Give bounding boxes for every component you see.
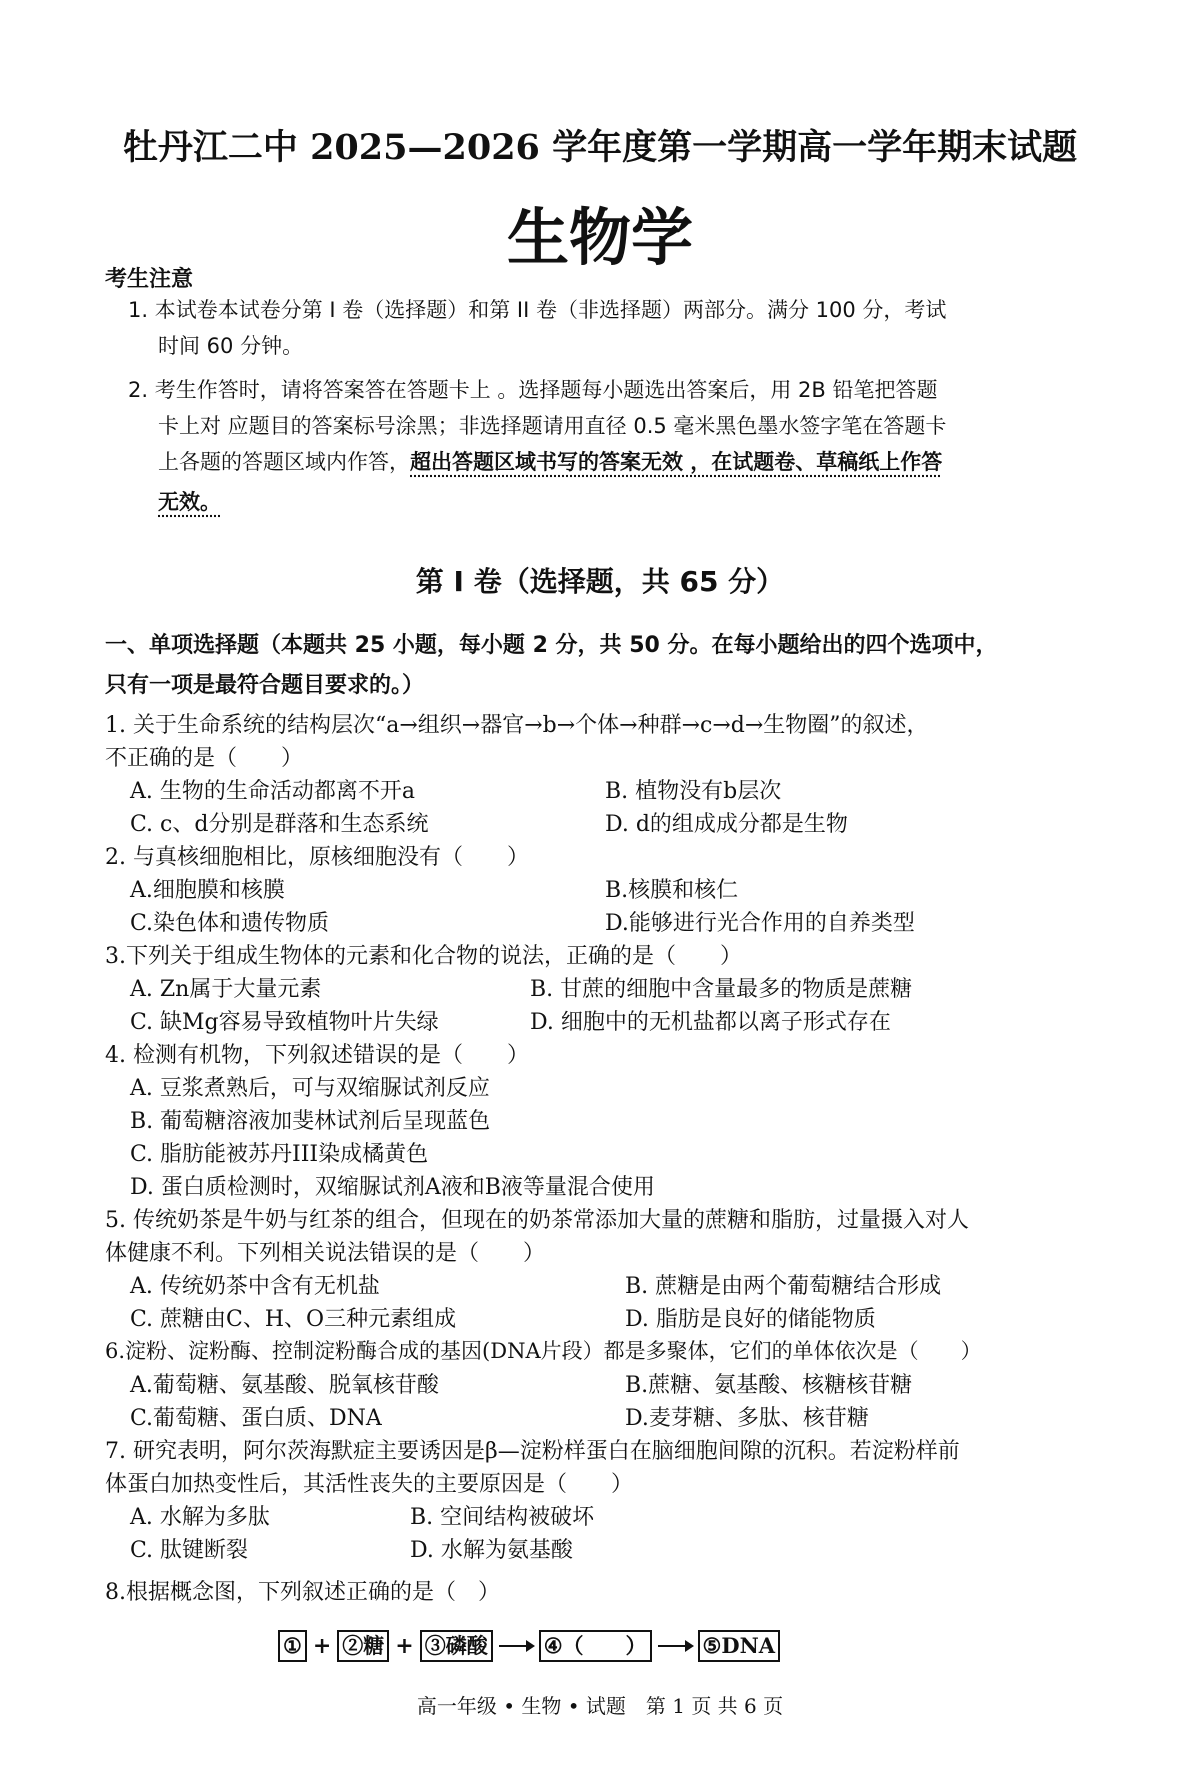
subject-title: 生物学 — [506, 201, 693, 274]
question-7-stem-line-1: 7. 研究表明，阿尔茨海默症主要诱因是β—淀粉样蛋白在脑细胞间隙的沉积。若淀粉样前 — [105, 1439, 960, 1464]
question-7-stem-line-2: 体蛋白加热变性后，其活性丧失的主要原因是（ ） — [105, 1472, 634, 1497]
question-4-option-d: D. 蛋白质检测时，双缩脲试剂A液和B液等量混合使用 — [130, 1175, 655, 1200]
question-5-stem-line-2: 体健康不利。下列相关说法错误的是（ ） — [105, 1241, 546, 1266]
concept-arrow-1 — [499, 1645, 533, 1647]
question-3-option-c: C. 缺Mg容易导致植物叶片失绿 — [130, 1010, 439, 1035]
concept-box-5: ⑤DNA — [698, 1630, 781, 1662]
notice-item-2-plain: 上各题的答题区域内作答， — [158, 450, 410, 474]
notice-heading: 考生注意 — [105, 267, 194, 292]
notice-item-2-line-1: 2. 考生作答时，请将答案答在答题卡上 。选择题每小题选出答案后，用 2B 铅笔把答题 — [128, 378, 938, 402]
question-1-option-c: C. c、d分别是群落和生态系统 — [130, 812, 429, 837]
question-5-option-d: D. 脂肪是良好的储能物质 — [625, 1307, 876, 1332]
question-5-option-a: A. 传统奶茶中含有无机盐 — [130, 1274, 380, 1299]
question-2-option-b: B.核膜和核仁 — [605, 878, 739, 903]
question-2-stem: 2. 与真核细胞相比，原核细胞没有（ ） — [105, 845, 529, 870]
question-1-stem-line-2: 不正确的是（ ） — [105, 746, 304, 771]
question-4-option-b: B. 葡萄糖溶液加斐林试剂后呈现蓝色 — [130, 1109, 491, 1134]
volume-title: 第 I 卷（选择题，共 65 分） — [415, 565, 785, 598]
section-heading-line-2: 只有一项是最符合题目要求的。） — [105, 673, 425, 698]
question-6-stem: 6.淀粉、淀粉酶、控制淀粉酶合成的基因(DNA片段）都是多聚体，它们的单体依次是（ ） — [105, 1339, 982, 1363]
question-1-option-b: B. 植物没有b层次 — [605, 779, 782, 804]
question-8-stem: 8.根据概念图，下列叙述正确的是（ ） — [105, 1580, 500, 1605]
question-3-stem: 3.下列关于组成生物体的元素和化合物的说法，正确的是（ ） — [105, 944, 742, 969]
question-2-option-d: D.能够进行光合作用的自养类型 — [605, 911, 915, 936]
concept-arrow-2 — [658, 1645, 692, 1647]
notice-item-2-line-2: 卡上对 应题目的答案标号涂黑；非选择题请用直径 0.5 毫米黑色墨水签字笔在答题卡 — [158, 414, 947, 438]
notice-item-2-line-3 — [158, 444, 942, 480]
exam-title: 牡丹江二中 2025—2026 学年度第一学期高一学年期末试题 — [122, 127, 1078, 168]
concept-box-1: ① — [278, 1630, 307, 1662]
question-2-option-c: C.染色体和遗传物质 — [130, 911, 330, 936]
page-footer: 高一年级 • 生物 • 试题 第 1 页 共 6 页 — [416, 1694, 784, 1718]
concept-box-4: ④（ ） — [539, 1630, 652, 1662]
concept-map — [278, 1630, 780, 1662]
question-2-option-a: A.细胞膜和核膜 — [130, 878, 285, 903]
section-heading-line-1: 一、单项选择题（本题共 25 小题，每小题 2 分，共 50 分。在每小题给出的四个选项中， — [105, 633, 998, 658]
question-3-option-d: D. 细胞中的无机盐都以离子形式存在 — [530, 1010, 891, 1035]
question-6-option-a: A.葡萄糖、氨基酸、脱氧核苷酸 — [130, 1373, 439, 1398]
question-5-stem-line-1: 5. 传统奶茶是牛奶与红茶的组合，但现在的奶茶常添加大量的蔗糖和脂肪，过量摄入对人 — [105, 1208, 969, 1233]
question-5-option-b: B. 蔗糖是由两个葡萄糖结合形成 — [625, 1274, 942, 1299]
notice-item-2-emphasis: 超出答题区域书写的答案无效 ，在试题卷、草稿纸上作答 — [410, 450, 943, 474]
concept-plus-2: + — [395, 1633, 414, 1659]
question-3-option-b: B. 甘蔗的细胞中含量最多的物质是蔗糖 — [530, 977, 913, 1002]
question-4-option-a: A. 豆浆煮熟后，可与双缩脲试剂反应 — [130, 1076, 490, 1101]
question-7-option-c: C. 肽键断裂 — [130, 1538, 249, 1563]
question-7-option-b: B. 空间结构被破坏 — [410, 1505, 595, 1530]
notice-item-2-line-4: 无效。 — [158, 490, 221, 514]
notice-item-1-line-1: 1. 本试卷本试卷分第 I 卷（选择题）和第 II 卷（非选择题）两部分。满分 100 分，考试 — [128, 298, 947, 322]
question-4-option-c: C. 脂肪能被苏丹III染成橘黄色 — [130, 1142, 429, 1167]
question-6-option-c: C.葡萄糖、蛋白质、DNA — [130, 1406, 382, 1431]
question-7-option-d: D. 水解为氨基酸 — [410, 1538, 573, 1563]
question-6-option-d: D.麦芽糖、多肽、核苷糖 — [625, 1406, 869, 1431]
question-6-option-b: B.蔗糖、氨基酸、核糖核苷糖 — [625, 1373, 913, 1398]
question-1-stem-line-1: 1. 关于生命系统的结构层次“a→组织→器官→b→个体→种群→c→d→生物圈”的叙述， — [105, 713, 929, 738]
concept-plus-1: + — [312, 1633, 332, 1659]
concept-box-3: ③磷酸 — [420, 1630, 493, 1662]
question-1-option-d: D. d的组成成分都是生物 — [605, 812, 848, 837]
question-4-stem: 4. 检测有机物，下列叙述错误的是（ ） — [105, 1043, 529, 1068]
question-1-option-a: A. 生物的生命活动都离不开a — [130, 779, 415, 804]
notice-item-1-line-2: 时间 60 分钟。 — [158, 334, 304, 358]
question-7-option-a: A. 水解为多肽 — [130, 1505, 270, 1530]
question-3-option-a: A. Zn属于大量元素 — [130, 977, 322, 1002]
question-5-option-c: C. 蔗糖由C、H、O三种元素组成 — [130, 1307, 457, 1332]
concept-box-2: ②糖 — [337, 1630, 389, 1662]
